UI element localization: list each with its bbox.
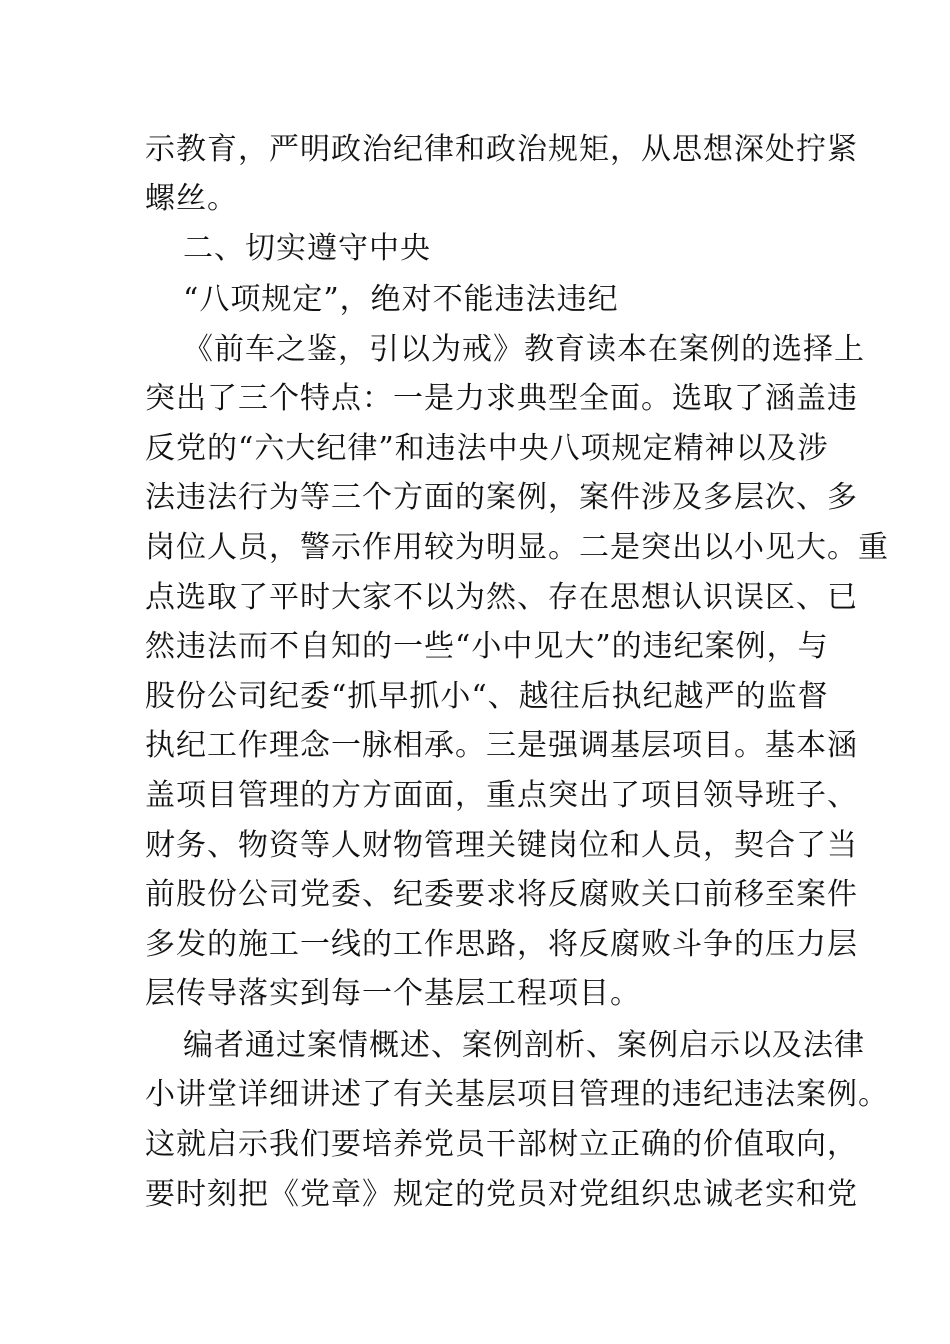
text-line: 示教育，严明政治纪律和政治规矩，从思想深处拧紧 — [145, 132, 858, 167]
section-heading-line: “八项规定”，绝对不能违法违纪 — [183, 282, 619, 317]
section-heading-line: 二、切实遵守中央 — [183, 231, 431, 266]
text-line: 岗位人员，警示作用较为明显。二是突出以小见大。重 — [145, 530, 889, 565]
text-line: 法违法行为等三个方面的案例，案件涉及多层次、多 — [145, 480, 858, 515]
paragraph-first-line: 《前车之鉴，引以为戒》教育读本在案例的选择上 — [183, 332, 865, 367]
text-line: 多发的施工一线的工作思路，将反腐败斗争的压力层 — [145, 927, 858, 962]
text-line: 反党的“六大纪律”和违法中央八项规定精神以及涉 — [145, 431, 829, 466]
text-line: 前股份公司党委、纪委要求将反腐败关口前移至案件 — [145, 877, 858, 912]
paragraph-first-line: 编者通过案情概述、案例剖析、案例启示以及法律 — [183, 1028, 865, 1063]
text-line: 层传导落实到每一个基层工程项目。 — [145, 976, 641, 1011]
text-line: 执纪工作理念一脉相承。三是强调基层项目。基本涵 — [145, 728, 858, 763]
text-line: 盖项目管理的方方面面，重点突出了项目领导班子、 — [145, 778, 858, 813]
text-line: 突出了三个特点：一是力求典型全面。选取了涵盖违 — [145, 381, 858, 416]
text-line: 螺丝。 — [145, 181, 238, 216]
text-line: 点选取了平时大家不以为然、存在思想认识误区、已 — [145, 580, 858, 615]
text-line: 财务、物资等人财物管理关键岗位和人员，契合了当 — [145, 828, 858, 863]
text-line: 这就启示我们要培养党员干部树立正确的价值取向， — [145, 1127, 858, 1162]
text-line: 要时刻把《党章》规定的党员对党组织忠诚老实和党 — [145, 1177, 858, 1212]
text-line: 然违法而不自知的一些“小中见大”的违纪案例，与 — [145, 629, 829, 664]
text-line: 股份公司纪委“抓早抓小“、越往后执纪越严的监督 — [145, 679, 829, 714]
text-line: 小讲堂详细讲述了有关基层项目管理的违纪违法案例。 — [145, 1077, 889, 1112]
